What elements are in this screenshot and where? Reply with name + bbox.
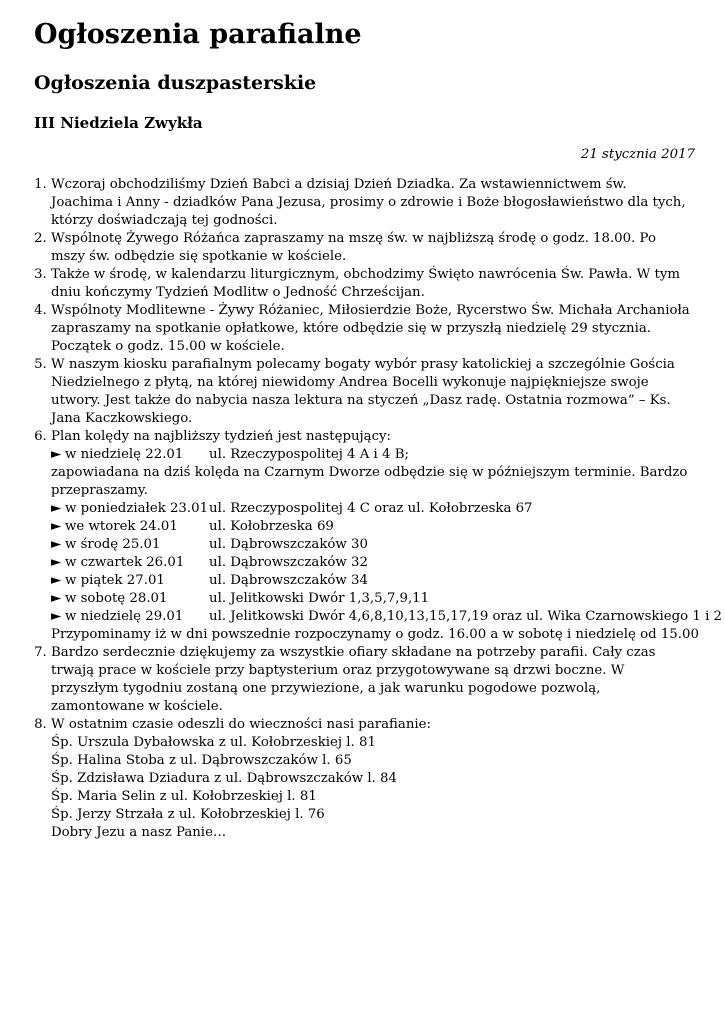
kolęda-note: zapowiadana na dziś kolęda na Czarnym Dworze odbędzie się w późniejszym terminie. Bardzo przepraszamy. [51,465,688,498]
kolęda-row [51,590,691,608]
arrow-right-icon: ► [51,609,62,624]
kolęda-street: ul. Rzeczypospolitej 4 A i 4 B; [209,447,409,462]
announcement-list [34,176,723,842]
sunday-title: III Niedziela Zwykła [34,114,203,132]
deceased-intro: 8. W ostatnim czasie odeszli do wieczności nasi parafianie: [51,717,431,732]
kolęda-rows [51,500,723,626]
deceased-name: Śp. Jerzy Strzała z ul. Kołobrzeskiej l. 76 [51,807,325,822]
kolęda-street: ul. Jelitkowski Dwór 1,3,5,7,9,11 [209,591,430,606]
kolęda-day: w piątek 27.01 [65,573,165,588]
kolęda-reminder: Przypominamy iż w dni powszednie rozpoczynamy o godz. 16.00 a w sobotę i niedzielę od 15.00 [51,627,699,642]
deceased-names [51,734,691,824]
kolęda-street: ul. Jelitkowski Dwór 4,6,8,10,13,15,17,19 oraz ul. Wika Czarnowskiego 1 i 2 [209,609,723,624]
kolęda-street: ul. Dąbrowszczaków 30 [209,537,368,552]
kolęda-day: w środę 25.01 [65,537,161,552]
deceased-name: Śp. Urszula Dybałowska z ul. Kołobrzeskiej l. 81 [51,735,376,750]
arrow-right-icon: ► [51,591,62,606]
deceased-closing: Dobry Jezu a nasz Panie… [51,825,227,840]
page-title: Ogłoszenia parafialne [34,19,362,50]
list-item: 3. Także w środę, w kalendarzu liturgicznym, obchodzimy Święto nawrócenia Św. Pawła. W tym dniu kończymy Tydzień Modlitw o Jedność Chrześcijan. [51,266,691,302]
kolęda-street: ul. Kołobrzeska 69 [209,519,334,534]
kolęda-day: w niedzielę 29.01 [65,609,184,624]
deceased-name: Śp. Maria Selin z ul. Kołobrzeskiej l. 81 [51,789,317,804]
section-title: Ogłoszenia duszpasterskie [34,72,317,94]
kolęda-street: ul. Dąbrowszczaków 32 [209,555,368,570]
list-item: 2. Wspólnotę Żywego Różańca zapraszamy na mszę św. w najbliższą środę o godz. 18.00. Po mszy św. odbędzie się spotkanie w kościele. [51,230,691,266]
deceased-name: Śp. Halina Stoba z ul. Dąbrowszczaków l. 65 [51,753,352,768]
kolęda-row [51,608,723,626]
kolęda-day: w czwartek 26.01 [65,555,185,570]
kolęda-intro: 6. Plan kolędy na najbliższy tydzień jest następujący: [51,429,392,444]
arrow-right-icon: ► [51,501,62,516]
kolęda-row [51,518,691,536]
kolęda-row [51,500,691,518]
arrow-right-icon: ► [51,537,62,552]
list-item-deceased [51,716,691,842]
arrow-right-icon: ► [51,447,62,462]
list-item-kolęda [51,428,723,644]
arrow-right-icon: ► [51,519,62,534]
kolęda-street: ul. Dąbrowszczaków 34 [209,573,368,588]
deceased-name: Śp. Zdzisława Dziadura z ul. Dąbrowszczaków l. 84 [51,771,397,786]
kolęda-day: w sobotę 28.01 [65,591,168,606]
list-item: 5. W naszym kiosku parafialnym polecamy bogaty wybór prasy katolickiej a szczególnie Gościa Niedzielnego z płytą, na której niewidomy Andrea Bocelli wykonuje najpiękniejsze swoje utwory. Jest także do nabycia nasza lektura na styczeń „Dasz radę. Ostatnia rozmowa” – Ks. Jana Kaczkowskiego. [51,356,691,428]
kolęda-row [51,446,691,464]
arrow-right-icon: ► [51,555,62,570]
list-item: 1. Wczoraj obchodziliśmy Dzień Babci a dzisiaj Dzień Dziadka. Za wstawiennictwem św. Joachima i Anny - dziadków Pana Jezusa, prosimy o zdrowie i Boże błogosławieństwo dla tych, którzy doświadczają tej godności. [51,176,691,230]
kolęda-day: w niedzielę 22.01 [65,447,184,462]
kolęda-row [51,536,691,554]
arrow-right-icon: ► [51,573,62,588]
kolęda-day: we wtorek 24.01 [65,519,178,534]
list-item: 7. Bardzo serdecznie dziękujemy za wszystkie ofiary składane na potrzeby parafii. Cały czas trwają prace w kościele przy baptysterium oraz przygotowywane są drzwi boczne. W przyszłym tygodniu zostaną one przywiezione, a jak warunku pogodowe pozwolą, zamontowane w kościele. [51,644,691,716]
announcement-date: 21 stycznia 2017 [580,147,695,162]
kolęda-row [51,554,691,572]
kolęda-street: ul. Rzeczypospolitej 4 C oraz ul. Kołobrzeska 67 [209,501,533,516]
kolęda-row [51,572,691,590]
kolęda-day: w poniedziałek 23.01 [65,501,209,516]
list-item: 4. Wspólnoty Modlitewne - Żywy Różaniec, Miłosierdzie Boże, Rycerstwo Św. Michała Archanioła zapraszamy na spotkanie opłatkowe, które odbędzie się w przyszłą niedzielę 29 stycznia. Początek o godz. 15.00 w kościele. [51,302,691,356]
